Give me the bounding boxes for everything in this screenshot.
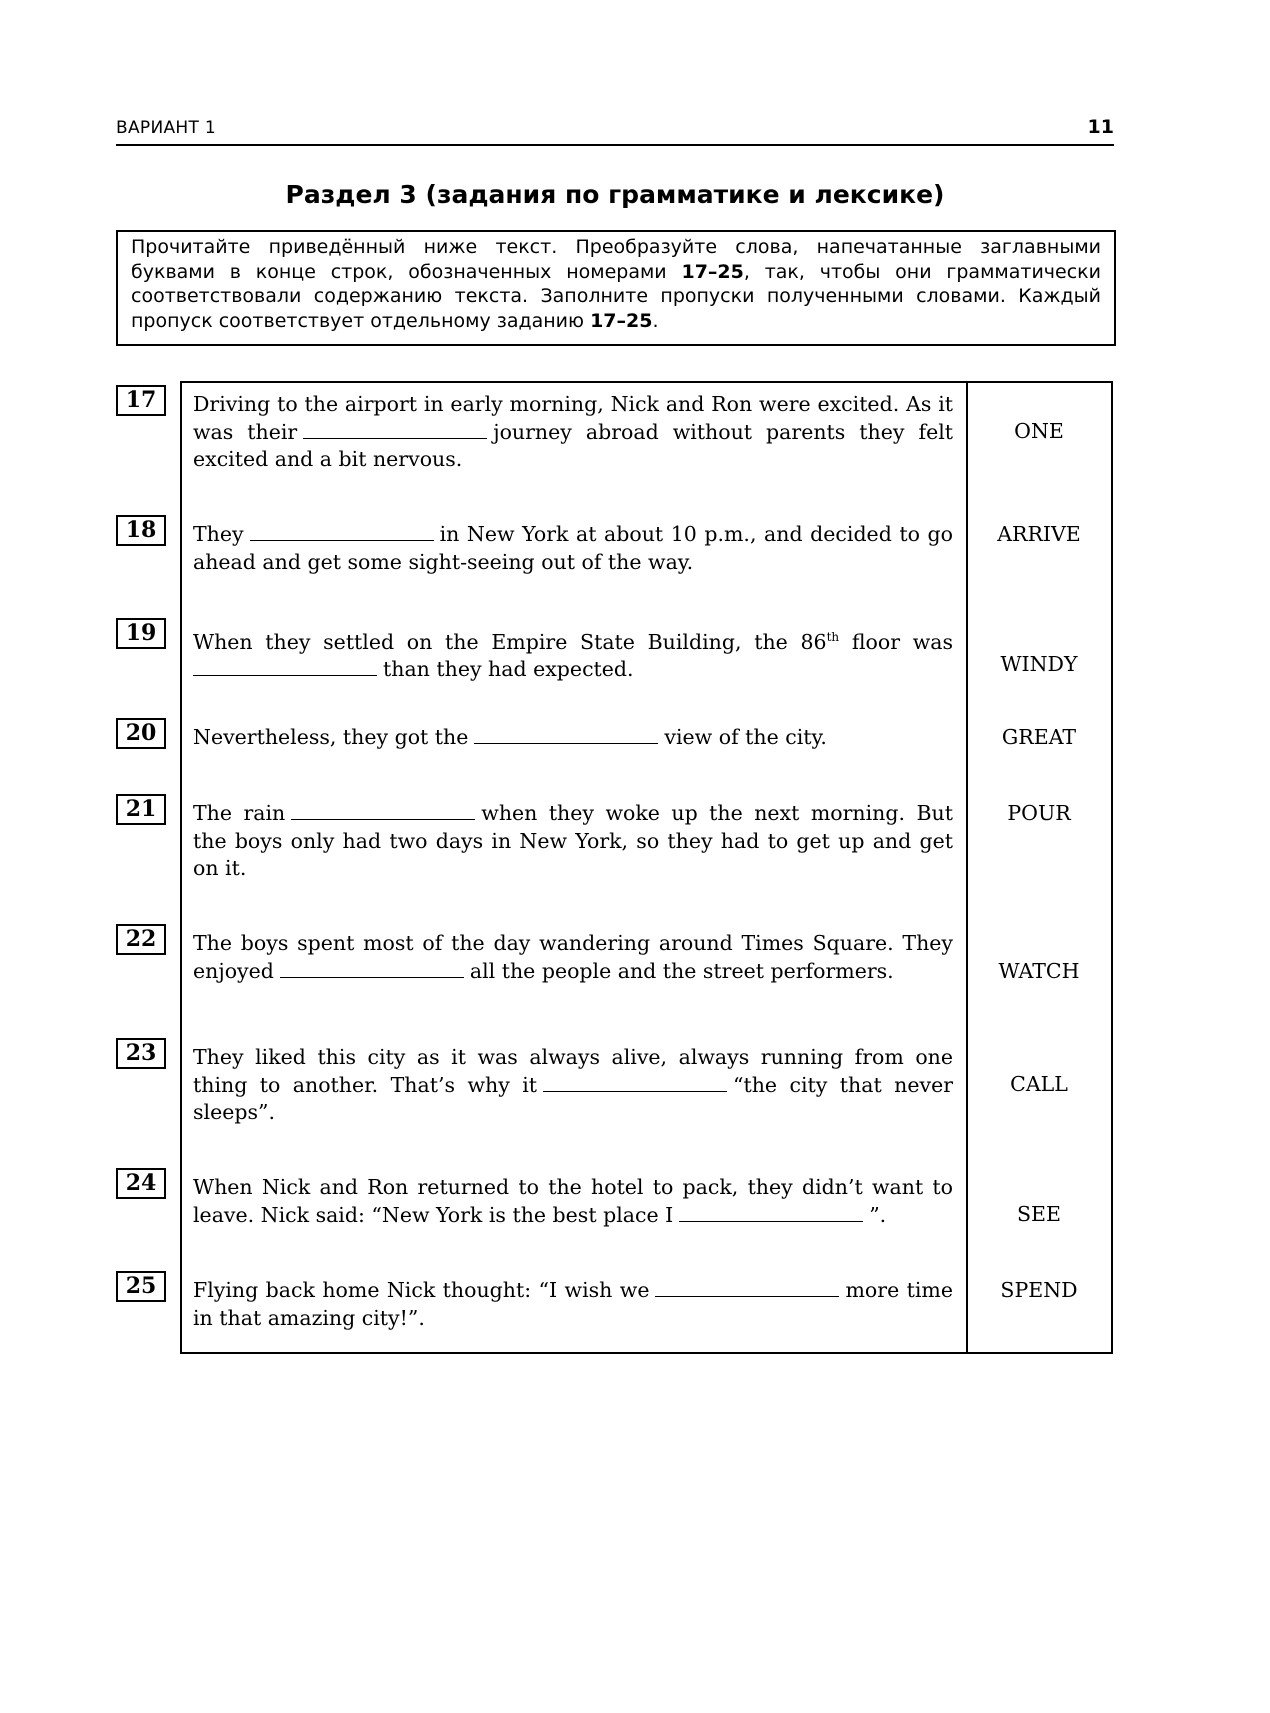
answer-blank[interactable] [280, 959, 464, 978]
key-word: WINDY [1000, 652, 1078, 676]
key-word: WATCH [998, 959, 1080, 983]
key-word: CALL [1010, 1072, 1068, 1096]
section-title: Раздел 3 (задания по грамматике и лексике) [285, 180, 945, 209]
task-text-before: Flying back home Nick thought: “I wish we [193, 1278, 650, 1302]
task-range: 17–25 [681, 260, 744, 283]
task-text-before: Driving to the airport in early morning, Nick and Ron were excited. As it was their [193, 392, 953, 444]
task-number: 23 [116, 1038, 166, 1069]
answer-blank[interactable] [679, 1203, 863, 1222]
task-text [193, 1044, 953, 1127]
task-text-after: view of the city. [664, 725, 827, 749]
task-number: 24 [116, 1168, 166, 1199]
task-text-after: than they had expected. [383, 657, 634, 682]
task-text-before: When Nick and Ron returned to the hotel to pack, they didn’t want to leave. Nick said: “New York is the best place I [193, 1175, 953, 1227]
answer-blank[interactable] [655, 1278, 839, 1297]
task-text [193, 800, 953, 883]
task-text [193, 1174, 953, 1229]
key-word: ARRIVE [997, 522, 1081, 546]
task-text-before: The boys spent most of the day wandering around Times Square. They enjoyed [193, 931, 953, 983]
answer-blank[interactable] [193, 657, 377, 676]
task-text-before: Nevertheless, they got the [193, 725, 469, 749]
page-number: 11 [1087, 116, 1114, 138]
task-text [193, 930, 953, 985]
task-text-after: in New York at about 10 p.m., and decided to go ahead and get some sight-seeing out of the way. [193, 522, 953, 574]
task-number: 25 [116, 1271, 166, 1302]
task-range: 17–25 [590, 309, 653, 332]
key-word: POUR [1007, 801, 1071, 825]
task-text-before: When they settled on the Empire State Building, the 86 [193, 629, 827, 654]
answer-blank[interactable] [291, 801, 475, 820]
task-text-after: journey abroad without parents they felt excited and a bit nervous. [193, 419, 953, 471]
task-text-after: more time in that amazing city!”. [193, 1278, 953, 1330]
task-text [193, 724, 953, 752]
ordinal-suffix: th [826, 630, 840, 644]
task-number: 22 [116, 924, 166, 955]
task-number: 17 [116, 385, 166, 416]
key-word: SPEND [1000, 1278, 1078, 1302]
instructions-text: , так, чтобы они грамматически соответствовали содержанию текста. Заполните пропуски полученными словами. Каждый пропуск соответствует отдельному заданию [131, 260, 1101, 332]
key-word: SEE [1017, 1202, 1061, 1226]
instructions-box [116, 230, 1116, 346]
answer-blank[interactable] [543, 1073, 727, 1092]
task-text [193, 521, 953, 576]
task-text [193, 624, 953, 684]
key-word: ONE [1014, 419, 1064, 443]
answer-blank[interactable] [250, 522, 434, 541]
task-text-before: They [193, 522, 244, 546]
instructions-text: . [652, 309, 659, 332]
task-text [193, 391, 953, 474]
answer-blank[interactable] [474, 725, 658, 744]
task-number: 18 [116, 515, 166, 546]
task-number: 20 [116, 718, 166, 749]
instructions-text: Прочитайте приведённый ниже текст. Преобразуйте слова, напечатанные заглавными буквами в конце строк, обозначенных номерами [131, 236, 1101, 283]
task-text-after: when they woke up the next morning. But the boys only had two days in New York, so they had to get up and get on it. [193, 801, 953, 880]
task-text-before: floor was [851, 629, 953, 654]
task-text-after: “the city that never sleeps”. [193, 1072, 953, 1124]
task-number: 21 [116, 794, 166, 825]
answer-blank[interactable] [303, 420, 487, 439]
task-text-after: all the people and the street performers. [469, 958, 894, 983]
task-text-before: The rain [193, 801, 286, 825]
task-text-after: ”. [869, 1202, 887, 1227]
task-number: 19 [116, 618, 166, 649]
key-word: GREAT [1001, 725, 1077, 749]
variant-label: ВАРИАНТ 1 [116, 118, 216, 138]
task-text [193, 1277, 953, 1332]
task-text-before: They liked this city as it was always alive, always running from one thing to another. That’s why it [193, 1045, 953, 1097]
page-header [116, 116, 1114, 146]
